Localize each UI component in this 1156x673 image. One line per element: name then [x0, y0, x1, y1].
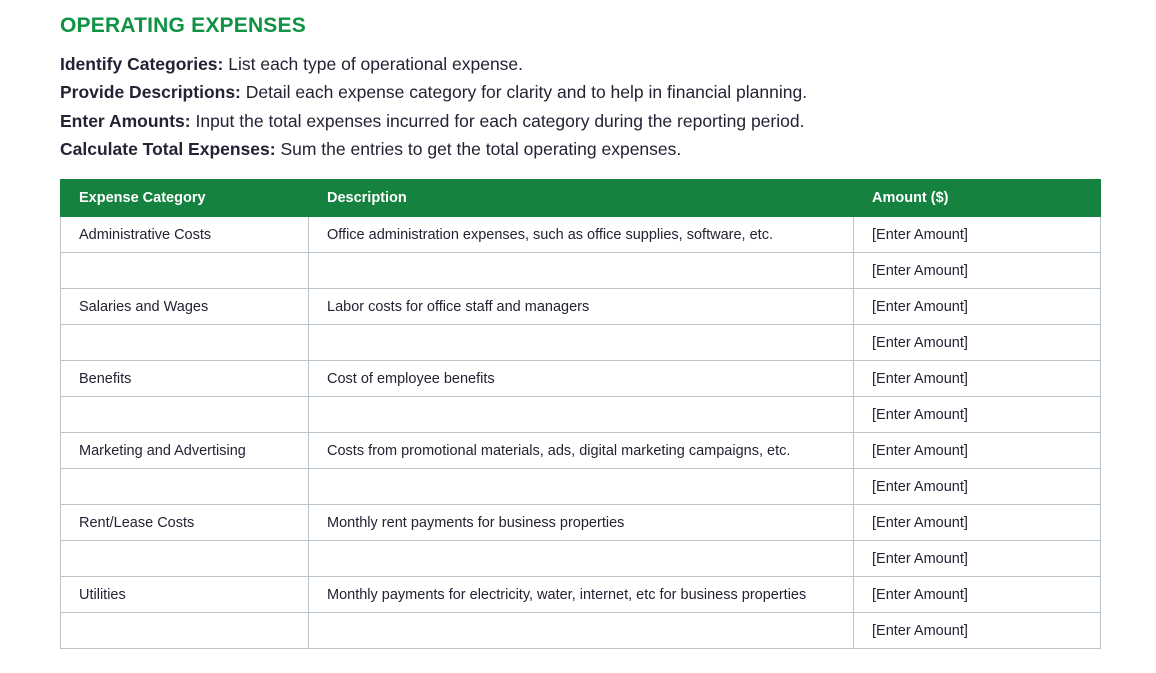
cell-description[interactable]	[309, 253, 854, 289]
column-header-amount: Amount ($)	[854, 180, 1101, 217]
table-row	[61, 541, 1101, 577]
cell-expense-category[interactable]	[61, 325, 309, 361]
instruction-item	[60, 135, 1100, 163]
instruction-lead: Identify Categories:	[60, 54, 224, 74]
cell-expense-category[interactable]: Rent/Lease Costs	[61, 505, 309, 541]
cell-amount[interactable]: [Enter Amount]	[854, 253, 1101, 289]
instruction-item	[60, 78, 1100, 106]
cell-description[interactable]: Monthly rent payments for business properties	[309, 505, 854, 541]
instruction-lead: Provide Descriptions:	[60, 82, 241, 103]
instruction-list	[60, 50, 1100, 163]
cell-expense-category[interactable]	[61, 469, 309, 505]
column-header-expense-category: Expense Category	[61, 180, 309, 217]
table-row	[61, 289, 1101, 325]
table-row	[61, 361, 1101, 397]
instruction-text: Detail each expense category for clarity and to help in financial planning.	[240, 82, 808, 103]
cell-amount[interactable]: [Enter Amount]	[854, 469, 1101, 505]
table-header-row	[61, 180, 1101, 217]
table-row	[61, 505, 1101, 541]
cell-amount[interactable]: [Enter Amount]	[854, 397, 1101, 433]
cell-amount[interactable]: [Enter Amount]	[854, 361, 1101, 397]
cell-expense-category[interactable]	[61, 541, 309, 577]
cell-description[interactable]	[309, 325, 854, 361]
cell-expense-category[interactable]: Benefits	[61, 361, 309, 397]
cell-expense-category[interactable]	[61, 253, 309, 289]
cell-expense-category[interactable]	[61, 613, 309, 649]
table-row	[61, 325, 1101, 361]
instruction-text: Sum the entries to get the total operating expenses.	[275, 139, 682, 160]
cell-description[interactable]	[309, 541, 854, 577]
cell-expense-category[interactable]: Marketing and Advertising	[61, 433, 309, 469]
instruction-lead: Enter Amounts:	[60, 110, 191, 131]
instruction-item	[60, 50, 1100, 78]
table-row	[61, 253, 1101, 289]
page-title: OPERATING EXPENSES	[60, 14, 306, 37]
operating-expenses-table	[60, 179, 1101, 649]
table-row	[61, 577, 1101, 613]
cell-description[interactable]	[309, 397, 854, 433]
cell-amount[interactable]: [Enter Amount]	[854, 433, 1101, 469]
cell-description[interactable]: Monthly payments for electricity, water, internet, etc for business properties	[309, 577, 854, 613]
cell-amount[interactable]: [Enter Amount]	[854, 541, 1101, 577]
table-row	[61, 613, 1101, 649]
column-header-description: Description	[309, 180, 854, 217]
instruction-lead: Calculate Total Expenses:	[60, 139, 276, 160]
cell-amount[interactable]: [Enter Amount]	[854, 613, 1101, 649]
cell-description[interactable]: Office administration expenses, such as office supplies, software, etc.	[309, 217, 854, 253]
instruction-item	[60, 107, 1100, 135]
cell-description[interactable]	[309, 613, 854, 649]
cell-description[interactable]: Cost of employee benefits	[309, 361, 854, 397]
cell-description[interactable]	[309, 469, 854, 505]
cell-description[interactable]: Labor costs for office staff and managers	[309, 289, 854, 325]
cell-amount[interactable]: [Enter Amount]	[854, 325, 1101, 361]
cell-expense-category[interactable]: Administrative Costs	[61, 217, 309, 253]
cell-description[interactable]: Costs from promotional materials, ads, digital marketing campaigns, etc.	[309, 433, 854, 469]
instruction-text: List each type of operational expense.	[223, 54, 524, 74]
table-row	[61, 397, 1101, 433]
cell-expense-category[interactable]	[61, 397, 309, 433]
cell-amount[interactable]: [Enter Amount]	[854, 505, 1101, 541]
table-row	[61, 469, 1101, 505]
cell-amount[interactable]: [Enter Amount]	[854, 289, 1101, 325]
table-row	[61, 433, 1101, 469]
cell-amount[interactable]: [Enter Amount]	[854, 577, 1101, 613]
cell-expense-category[interactable]: Utilities	[61, 577, 309, 613]
cell-amount[interactable]: [Enter Amount]	[854, 217, 1101, 253]
cell-expense-category[interactable]: Salaries and Wages	[61, 289, 309, 325]
table-row	[61, 217, 1101, 253]
instruction-text: Input the total expenses incurred for each category during the reporting period.	[190, 110, 805, 131]
